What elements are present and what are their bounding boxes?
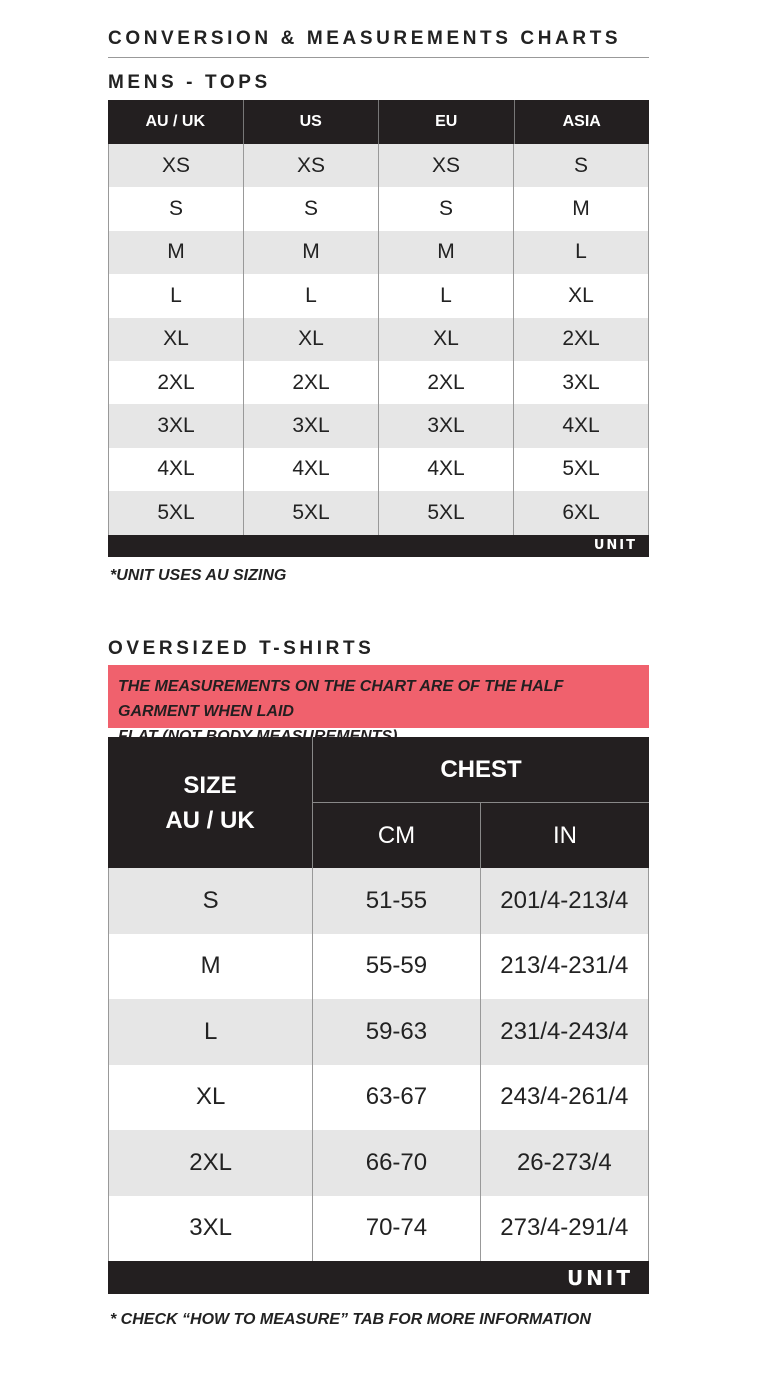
size-cell: M [200,952,221,980]
table-cell: 3XL [157,414,195,438]
oversized-body [108,868,649,1261]
how-to-measure-note: * CHECK “HOW TO MEASURE” TAB FOR MORE INFORMATION [110,1311,591,1328]
table-row [109,868,648,934]
table-row [109,144,648,187]
cm-cell: 63-67 [312,1065,479,1131]
mens-tops-body [108,144,649,535]
header-au-uk: AU / UK [145,113,206,130]
measurement-notice [108,665,649,728]
table-cell: 5XL [243,491,378,534]
table-row [109,361,648,404]
cm-cell: 66-70 [312,1130,479,1196]
page-title: CONVERSION & MEASUREMENTS CHARTS [108,28,622,49]
table-row [109,999,648,1065]
cm-cell: 55-59 [312,934,479,1000]
table-cell: 5XL [513,448,648,491]
size-cell: 3XL [189,1214,232,1242]
table-row [109,318,648,361]
table-cell: XS [161,153,190,177]
table-cell: L [378,274,513,317]
oversized-title: OVERSIZED T-SHIRTS [108,638,375,659]
size-cell: XL [195,1083,226,1111]
header-us: US [243,100,379,144]
table-row [109,231,648,274]
table-cell: L [243,274,378,317]
table-cell: 3XL [378,404,513,447]
header-eu: EU [378,100,514,144]
table-cell: M [513,187,648,230]
mens-tops-header-row [108,100,649,144]
size-header-region: AU / UK [165,806,255,834]
table-cell: 4XL [378,448,513,491]
table-row [109,274,648,317]
table-cell: XS [243,144,378,187]
size-cell: L [203,1017,218,1045]
table-cell: 3XL [513,361,648,404]
cm-cell: 70-74 [312,1196,479,1262]
table-cell: S [378,187,513,230]
table-cell: 3XL [243,404,378,447]
chest-header: CHEST [440,755,522,783]
oversized-footer [108,1261,649,1294]
table-row [109,491,648,534]
table-cell: 4XL [157,457,195,481]
size-cell: 2XL [189,1148,232,1176]
table-cell: 5XL [157,500,195,524]
table-cell: XS [378,144,513,187]
in-cell: 26-273/4 [480,1130,648,1196]
in-cell: 213/4-231/4 [480,934,648,1000]
table-cell: L [513,231,648,274]
in-cell: 201/4-213/4 [480,868,648,934]
cm-cell: 59-63 [312,999,479,1065]
table-cell: 4XL [513,404,648,447]
table-cell: L [170,283,182,307]
mens-tops-table [108,100,649,557]
table-cell: 5XL [378,491,513,534]
size-cell: S [202,886,219,914]
oversized-table [108,737,649,1294]
table-row [109,187,648,230]
table-cell: 2XL [157,370,195,394]
size-header-label: SIZE [183,771,237,799]
brand-logo: UNIT [593,538,637,554]
size-header [108,737,312,868]
title-divider [108,57,649,58]
table-cell: XL [378,318,513,361]
mens-tops-title: MENS - TOPS [108,72,271,93]
table-cell: S [168,197,183,221]
table-cell: 2XL [513,318,648,361]
in-header: IN [553,821,577,849]
table-cell: XL [513,274,648,317]
au-sizing-note: *UNIT USES AU SIZING [110,567,287,584]
cm-cell: 51-55 [312,868,479,934]
table-cell: XL [243,318,378,361]
table-cell: 2XL [378,361,513,404]
table-row [109,934,648,1000]
table-row [109,448,648,491]
table-row [109,404,648,447]
table-cell: S [513,144,648,187]
table-cell: S [243,187,378,230]
table-cell: 2XL [243,361,378,404]
in-cell: 273/4-291/4 [480,1196,648,1262]
in-cell: 231/4-243/4 [480,999,648,1065]
cm-header: CM [377,821,416,849]
in-cell: 243/4-261/4 [480,1065,648,1131]
table-row [109,1065,648,1131]
mens-tops-footer [108,535,649,557]
table-cell: M [167,240,185,264]
table-cell: XL [163,327,189,351]
oversized-header [108,737,649,868]
table-cell: M [378,231,513,274]
table-cell: 4XL [243,448,378,491]
notice-line-1: THE MEASUREMENTS ON THE CHART ARE OF THE HALF GARMENT WHEN LAID [118,678,564,720]
table-row [109,1196,648,1262]
brand-logo: UNIT [566,1265,633,1290]
table-cell: 6XL [513,491,648,534]
table-cell: M [243,231,378,274]
table-row [109,1130,648,1196]
header-asia: ASIA [514,100,650,144]
